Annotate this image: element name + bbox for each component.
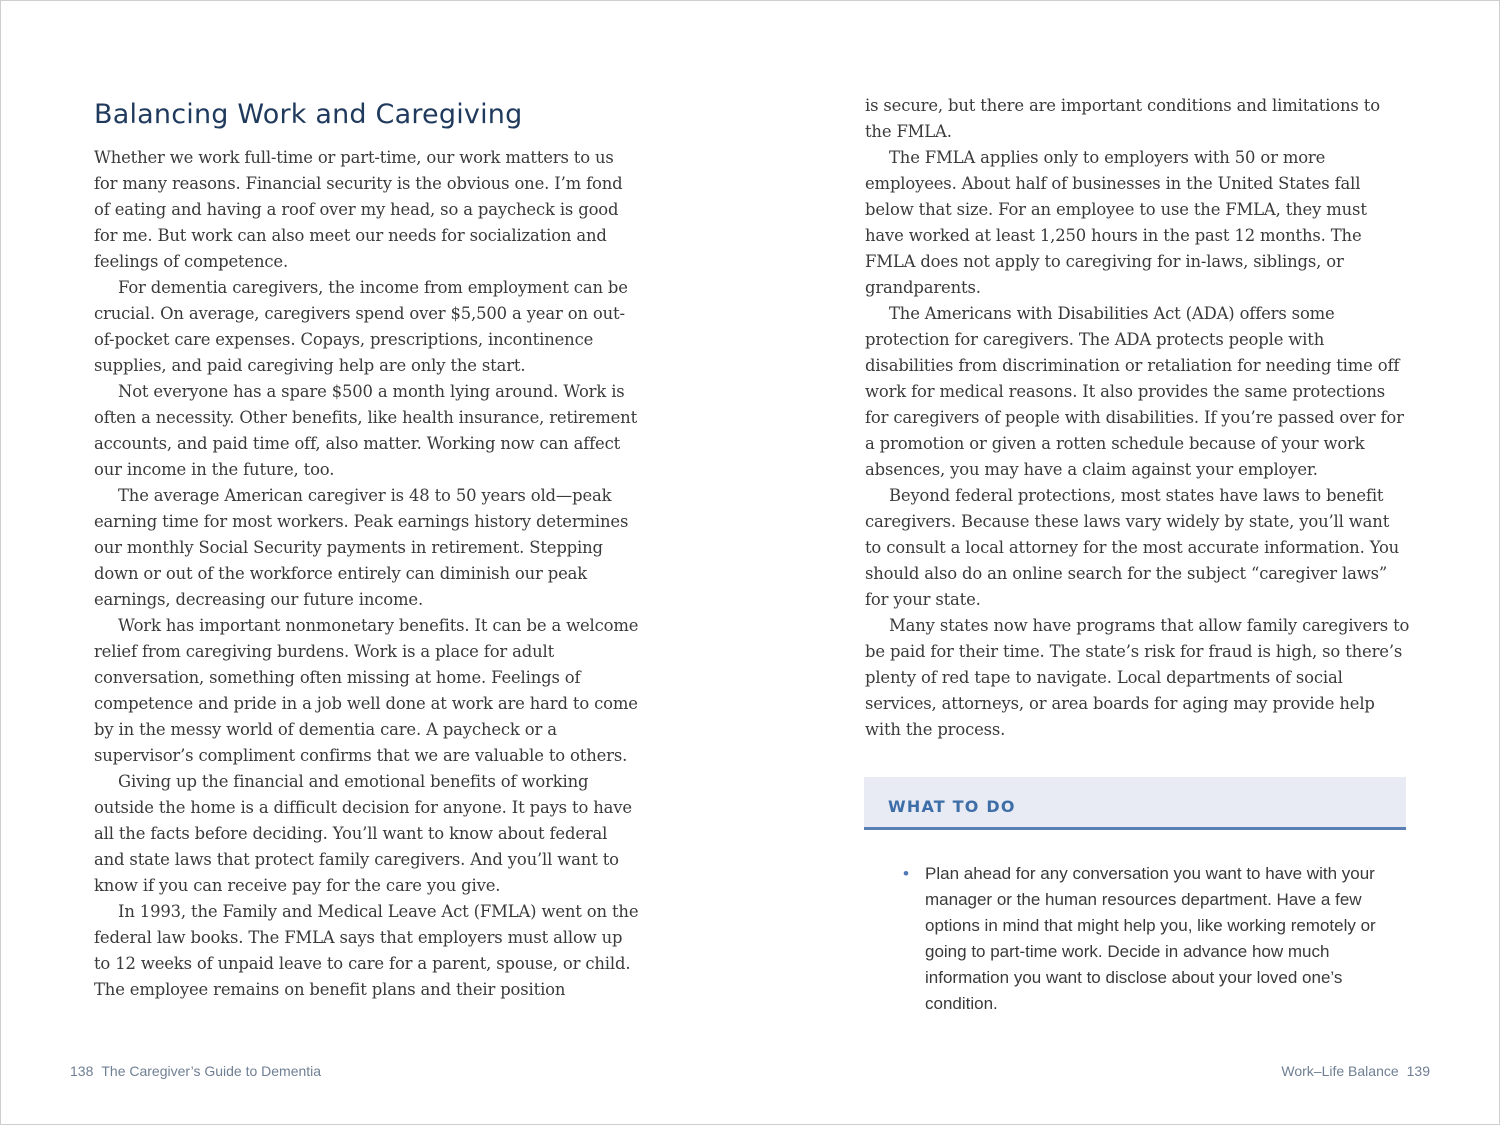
- left-footer: [62, 1063, 321, 1079]
- page-number: 139: [1406, 1063, 1430, 1079]
- running-title: The Caregiver’s Guide to Dementia: [101, 1063, 322, 1079]
- list-item-text: Plan ahead for any conversation you want to have with your manager or the human resources department. Have a few options in mind that might help you, like working remotely or going to part-time work. Decide in advance how much information you want to disclose about your loved one’s condition.: [925, 864, 1376, 1013]
- what-to-do-title: WHAT TO DO: [888, 797, 1016, 816]
- what-to-do-box: [864, 777, 1406, 830]
- body-paragraph: The FMLA applies only to employers with 50 or more employees. About half of businesses in the United States fall below that size. For an employee to use the FMLA, they must have worked at least 1,250 hours in the past 12 months. The FMLA does not apply to caregiving for in-laws, siblings, or grandparents.: [865, 148, 1367, 297]
- right-footer: [1281, 1063, 1438, 1079]
- body-paragraph: The average American caregiver is 48 to 50 years old—peak earning time for most workers. Peak earnings history determines our monthly Social Security payments in retirement. Stepping down or out of the workforce entirely can diminish our peak earnings, decreasing our future income.: [94, 486, 629, 609]
- running-title: Work–Life Balance: [1281, 1063, 1399, 1079]
- right-page-column: [865, 93, 1410, 743]
- body-paragraph: For dementia caregivers, the income from employment can be crucial. On average, caregivers spend over $5,500 a year on out-of-pocket care expenses. Copays, prescriptions, incontinence supplies, and paid caregiving help are only the start.: [94, 278, 628, 375]
- bullet-icon: •: [903, 864, 909, 883]
- list-item: [903, 861, 1393, 1017]
- body-paragraph: Beyond federal protections, most states have laws to benefit caregivers. Because these laws vary widely by state, you’ll want to consult a local attorney for the most accurate information. You should also do an online search for the subject “caregiver laws” for your state.: [865, 486, 1400, 609]
- body-paragraph: Work has important nonmonetary benefits. It can be a welcome relief from caregiving burdens. Work is a place for adult conversation, something often missing at home. Feelings of competence and pride in a job well done at work are hard to come by in the messy world of dementia care. A paycheck or a supervisor’s compliment confirms that we are valuable to others.: [94, 616, 639, 765]
- section-heading: Balancing Work and Caregiving: [94, 99, 523, 130]
- body-paragraph: Not everyone has a spare $500 a month lying around. Work is often a necessity. Other benefits, like health insurance, retirement accounts, and paid time off, also matter. Working now can affect our income in the future, too.: [94, 382, 638, 479]
- body-paragraph: is secure, but there are important conditions and limitations to the FMLA.: [865, 96, 1380, 141]
- body-paragraph: Giving up the financial and emotional benefits of working outside the home is a difficult decision for anyone. It pays to have all the facts before deciding. You’ll want to know about federal and state laws that protect family caregivers. And you’ll want to know if you can receive pay for the care you give.: [94, 772, 632, 895]
- body-paragraph: The Americans with Disabilities Act (ADA) offers some protection for caregivers. The ADA protects people with disabilities from discrimination or retaliation for needing time off work for medical reasons. It also provides the same protections for caregivers of people with disabilities. If you’re passed over for a promotion or given a rotten schedule because of your work absences, you may have a claim against your employer.: [865, 304, 1404, 479]
- body-paragraph: Many states now have programs that allow family caregivers to be paid for their time. The state’s risk for fraud is high, so there’s plenty of red tape to navigate. Local departments of social services, attorneys, or area boards for aging may provide help with the process.: [865, 616, 1410, 739]
- left-page-column: [94, 97, 642, 1003]
- body-paragraph: In 1993, the Family and Medical Leave Act (FMLA) went on the federal law books. The FMLA says that employers must allow up to 12 weeks of unpaid leave to care for a parent, spouse, or child. The employee remains on benefit plans and their position: [94, 902, 639, 999]
- page-number: 138: [70, 1063, 94, 1079]
- what-to-do-list: [903, 861, 1393, 1017]
- body-paragraph: Whether we work full-time or part-time, our work matters to us for many reasons. Financial security is the obvious one. I’m fond of eating and having a roof over my head, so a paycheck is good for me. But work can also meet our needs for socialization and feelings of competence.: [94, 148, 623, 271]
